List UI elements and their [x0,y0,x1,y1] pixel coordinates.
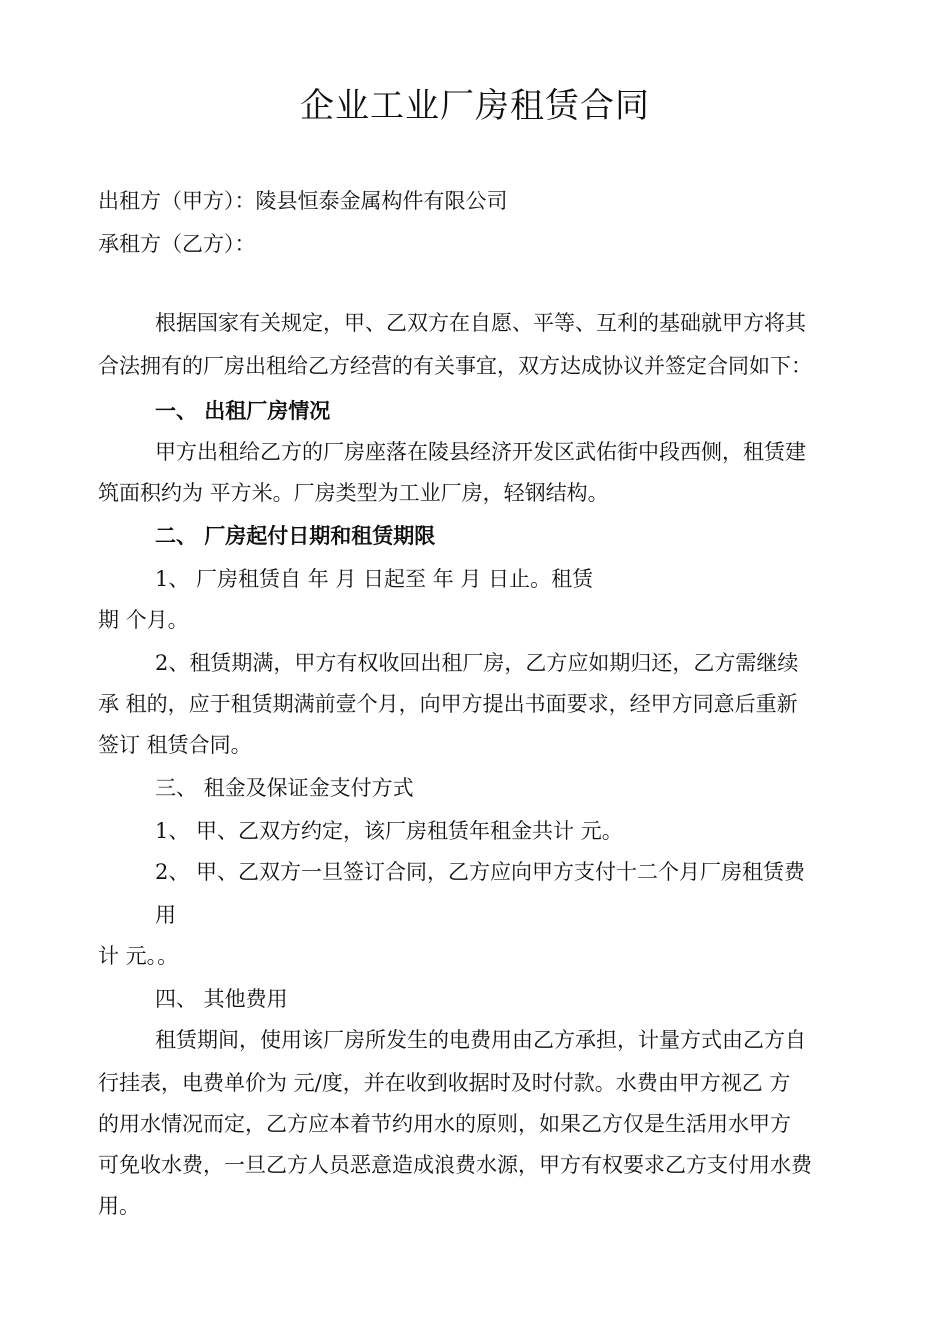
section-4-heading: 四、 其他费用 [155,987,288,1011]
section-2-item-2-line-1: 2、租赁期满，甲方有权收回出租厂房，乙方应如期归还，乙方需继续 [155,651,799,675]
section-2-heading: 二、 厂房起付日期和租赁期限 [155,523,436,548]
section-4-line-2: 行挂表，电费单价为 元/度，并在收到收据时及时付款。水费由甲方视乙 方 [98,1071,791,1095]
section-1-heading: 一、 出租厂房情况 [155,398,331,423]
section-3-item-1: 1、 甲、乙双方约定，该厂房租赁年租金共计 元。 [155,819,623,843]
lessor-line: 出租方（甲方）：陵县恒泰金属构件有限公司 [98,189,508,213]
section-3-heading: 三、 租金及保证金支付方式 [155,776,414,800]
section-1-line-2: 筑面积约为 平方米。厂房类型为工业厂房，轻钢结构。 [98,481,609,505]
section-3-item-2-line-2: 用 [155,903,176,927]
section-2-item-1-line-1: 1、 厂房租赁自 年 月 日起至 年 月 日止。租赁 [155,567,594,591]
intro-line-1: 根据国家有关规定，甲、乙双方在自愿、平等、互利的基础就甲方将其 [155,311,806,335]
section-2-item-1-line-2: 期 个月。 [98,608,189,632]
section-1-line-1: 甲方出租给乙方的厂房座落在陵县经济开发区武佑街中段西侧，租赁建 [155,440,806,464]
section-4-line-4: 可免收水费，一旦乙方人员恶意造成浪费水源，甲方有权要求乙方支付用水费 [98,1153,812,1177]
section-3-item-2-line-1: 2、 甲、乙双方一旦签订合同，乙方应向甲方支付十二个月厂房租赁费 [155,860,806,884]
section-4-line-1: 租赁期间，使用该厂房所发生的电费用由乙方承担，计量方式由乙方自 [155,1028,806,1052]
document-title: 企业工业厂房租赁合同 [300,86,650,126]
section-4-line-3: 的用水情况而定，乙方应本着节约用水的原则，如果乙方仅是生活用水甲方 [98,1112,791,1136]
section-4-line-5: 用。 [98,1194,140,1218]
section-3-item-2-line-3: 计 元。。 [98,944,179,968]
section-2-item-2-line-3: 签订 租赁合同。 [98,733,252,757]
intro-line-2: 合法拥有的厂房出租给乙方经营的有关事宜，双方达成协议并签定合同如下： [98,354,812,378]
section-2-item-2-line-2: 承 租的，应于租赁期满前壹个月，向甲方提出书面要求，经甲方同意后重新 [98,692,798,716]
lessee-line: 承租方（乙方）： [98,232,256,256]
